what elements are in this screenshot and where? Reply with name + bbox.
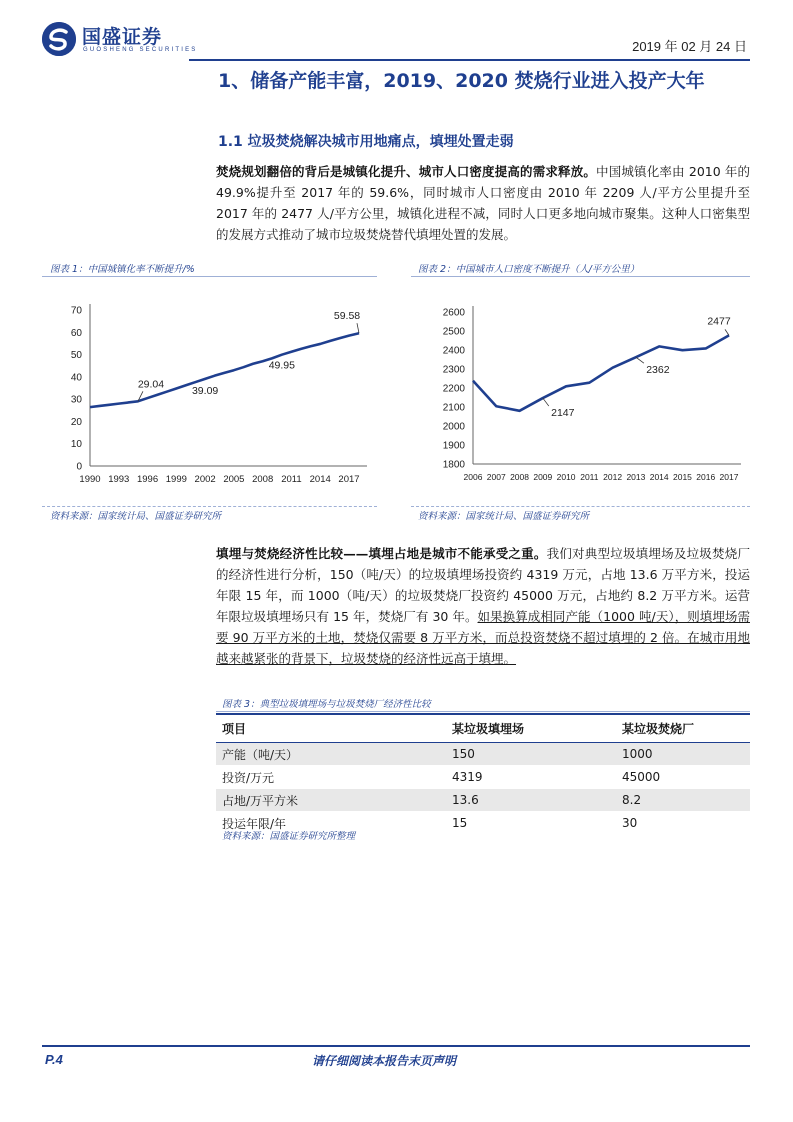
figure2-bottom-rule bbox=[411, 506, 750, 507]
paragraph-economics bbox=[216, 543, 750, 669]
y-tick-label: 2200 bbox=[442, 383, 465, 395]
table-cell: 15 bbox=[446, 812, 616, 835]
x-tick-label: 1996 bbox=[136, 474, 159, 485]
table-header-cell: 某垃圾填埋场 bbox=[446, 714, 616, 743]
table-header-row bbox=[216, 714, 750, 743]
figure1-chart bbox=[42, 290, 377, 495]
data-label: 2147 bbox=[551, 407, 575, 420]
table3-source: 资料来源：国盛证券研究所整理 bbox=[222, 831, 356, 842]
table-row bbox=[216, 743, 750, 766]
x-tick-label: 1990 bbox=[79, 474, 101, 485]
brand-name: 国盛证券 bbox=[82, 26, 163, 48]
data-label: 49.95 bbox=[268, 359, 295, 372]
table-cell: 13.6 bbox=[446, 789, 616, 812]
table-cell: 30 bbox=[616, 812, 750, 835]
x-tick-label: 2014 bbox=[649, 472, 669, 482]
table3-top-rule bbox=[216, 711, 750, 712]
y-tick-label: 40 bbox=[70, 372, 82, 384]
figure2-source: 资料来源：国家统计局、国盛证券研究所 bbox=[418, 511, 590, 522]
table-cell: 8.2 bbox=[616, 789, 750, 812]
paragraph-lead: 填埋与焚烧经济性比较——填埋占地是城市不能承受之重。 bbox=[216, 546, 547, 561]
data-label-leader bbox=[636, 357, 644, 363]
section-title: 1、储备产能丰富，2019、2020 焚烧行业进入投产大年 bbox=[218, 70, 705, 92]
table-header-cell: 项目 bbox=[216, 714, 446, 743]
subsection-title: 1.1 垃圾焚烧解决城市用地痛点，填埋处置走弱 bbox=[218, 134, 514, 150]
x-tick-label: 2007 bbox=[486, 472, 506, 482]
comparison-table bbox=[216, 713, 750, 835]
data-label: 39.09 bbox=[191, 384, 219, 397]
x-tick-label: 2012 bbox=[603, 472, 623, 482]
y-tick-label: 30 bbox=[70, 394, 82, 406]
x-tick-label: 2008 bbox=[252, 474, 274, 485]
x-tick-label: 2015 bbox=[672, 472, 692, 482]
y-tick-label: 0 bbox=[76, 461, 82, 473]
data-label-leader bbox=[543, 398, 549, 406]
x-tick-label: 2016 bbox=[696, 472, 716, 482]
table-header-cell: 某垃圾焚烧厂 bbox=[616, 714, 750, 743]
x-tick-label: 2006 bbox=[463, 472, 483, 482]
footer-divider bbox=[42, 1045, 750, 1047]
table-cell: 占地/万平方米 bbox=[216, 789, 446, 812]
figure1-source: 资料来源：国家统计局、国盛证券研究所 bbox=[50, 511, 222, 522]
series-line bbox=[473, 335, 729, 410]
y-tick-label: 2100 bbox=[442, 402, 465, 414]
figure1-top-rule bbox=[42, 276, 377, 277]
figure2-chart bbox=[411, 298, 750, 488]
figure2-top-rule bbox=[411, 276, 750, 277]
x-tick-label: 2010 bbox=[556, 472, 576, 482]
figure1-bottom-rule bbox=[42, 506, 377, 507]
table3-label: 图表 3：典型垃圾填埋场与垃圾焚烧厂经济性比较 bbox=[222, 699, 431, 710]
data-label: 59.58 bbox=[333, 310, 361, 323]
brand-name-en: GUOSHENG SECURITIES bbox=[83, 47, 198, 53]
y-tick-label: 50 bbox=[70, 350, 82, 362]
x-tick-label: 2011 bbox=[580, 472, 599, 482]
data-label: 2477 bbox=[707, 315, 731, 328]
table-row bbox=[216, 789, 750, 812]
paragraph-body: 我们对典型垃圾填埋场及垃圾焚烧厂的经济性进行分析，150（吨/天）的垃圾填埋场投资约 4319 万元，占地 13.6 万平方米，投运年限 15 年，而 1000（吨/天）的垃圾焚烧厂投资约 45000 万元，占地约 8.2 万平方米。运营年限垃圾填埋场只有 15 年，焚烧厂有 30 年。 bbox=[216, 546, 750, 624]
data-label-leader bbox=[357, 323, 359, 333]
x-tick-label: 2002 bbox=[194, 474, 216, 485]
y-tick-label: 2600 bbox=[442, 307, 465, 319]
y-tick-label: 2400 bbox=[442, 345, 465, 357]
y-tick-label: 10 bbox=[70, 439, 82, 451]
table-cell: 1000 bbox=[616, 743, 750, 766]
y-tick-label: 20 bbox=[70, 416, 82, 428]
table-cell: 投资/万元 bbox=[216, 766, 446, 789]
data-label-leader bbox=[725, 329, 729, 335]
paragraph-lead: 焚烧规划翻倍的背后是城镇化提升、城市人口密度提高的需求释放。 bbox=[216, 164, 597, 179]
brand-logo-icon bbox=[42, 22, 76, 56]
data-label: 2362 bbox=[646, 364, 670, 377]
paragraph-underlined: 如果换算成相同产能（1000 吨/天），则填埋场需要 90 万平方米的土地，焚烧仅需要 8 万平方米，而总投资焚烧不超过填埋的 2 倍。在城市用地越来越紧张的背景下，垃圾焚烧的经济性远高于填埋。 bbox=[216, 609, 750, 666]
y-tick-label: 2300 bbox=[442, 364, 465, 376]
table-cell: 投运年限/年 bbox=[216, 812, 446, 835]
paragraph-urbanization bbox=[216, 161, 750, 245]
figure2-label: 图表 2：中国城市人口密度不断提升（人/平方公里） bbox=[418, 264, 640, 275]
table-cell: 45000 bbox=[616, 766, 750, 789]
x-tick-label: 2011 bbox=[281, 474, 302, 485]
data-label: 29.04 bbox=[137, 378, 165, 391]
table-cell: 产能（吨/天） bbox=[216, 743, 446, 766]
header-divider bbox=[189, 59, 750, 61]
table-row bbox=[216, 766, 750, 789]
x-tick-label: 1999 bbox=[165, 474, 187, 485]
paragraph-body: 中国城镇化率由 2010 年的 49.9%提升至 2017 年的 59.6%，同时城市人口密度由 2010 年 2209 人/平方公里提升至 2017 年的 2477 人/平方公里，城镇化进程不减，同时人口更多地向城市聚集。这种人口密集型的发展方式推动了城市垃圾焚烧替代填埋处置的发展。 bbox=[216, 164, 750, 242]
x-tick-label: 2017 bbox=[719, 472, 739, 482]
table-cell: 4319 bbox=[446, 766, 616, 789]
y-tick-label: 2500 bbox=[442, 326, 465, 338]
x-tick-label: 2005 bbox=[223, 474, 245, 485]
x-tick-label: 2014 bbox=[309, 474, 331, 485]
figure1-label: 图表 1：中国城镇化率不断提升/% bbox=[50, 264, 195, 275]
x-tick-label: 2009 bbox=[533, 472, 553, 482]
y-tick-label: 1800 bbox=[442, 459, 465, 471]
table-cell: 150 bbox=[446, 743, 616, 766]
x-tick-label: 1993 bbox=[108, 474, 130, 485]
page-number: P.4 bbox=[45, 1052, 63, 1067]
y-tick-label: 1900 bbox=[442, 440, 465, 452]
x-tick-label: 2013 bbox=[626, 472, 646, 482]
footer-disclaimer: 请仔细阅读本报告末页声明 bbox=[312, 1054, 457, 1068]
y-tick-label: 2000 bbox=[442, 421, 465, 433]
y-tick-label: 70 bbox=[70, 305, 82, 317]
y-tick-label: 60 bbox=[70, 327, 82, 339]
series-line bbox=[90, 333, 359, 407]
x-tick-label: 2008 bbox=[510, 472, 530, 482]
report-date: 2019 年 02 月 24 日 bbox=[632, 39, 747, 54]
x-tick-label: 2017 bbox=[338, 474, 360, 485]
